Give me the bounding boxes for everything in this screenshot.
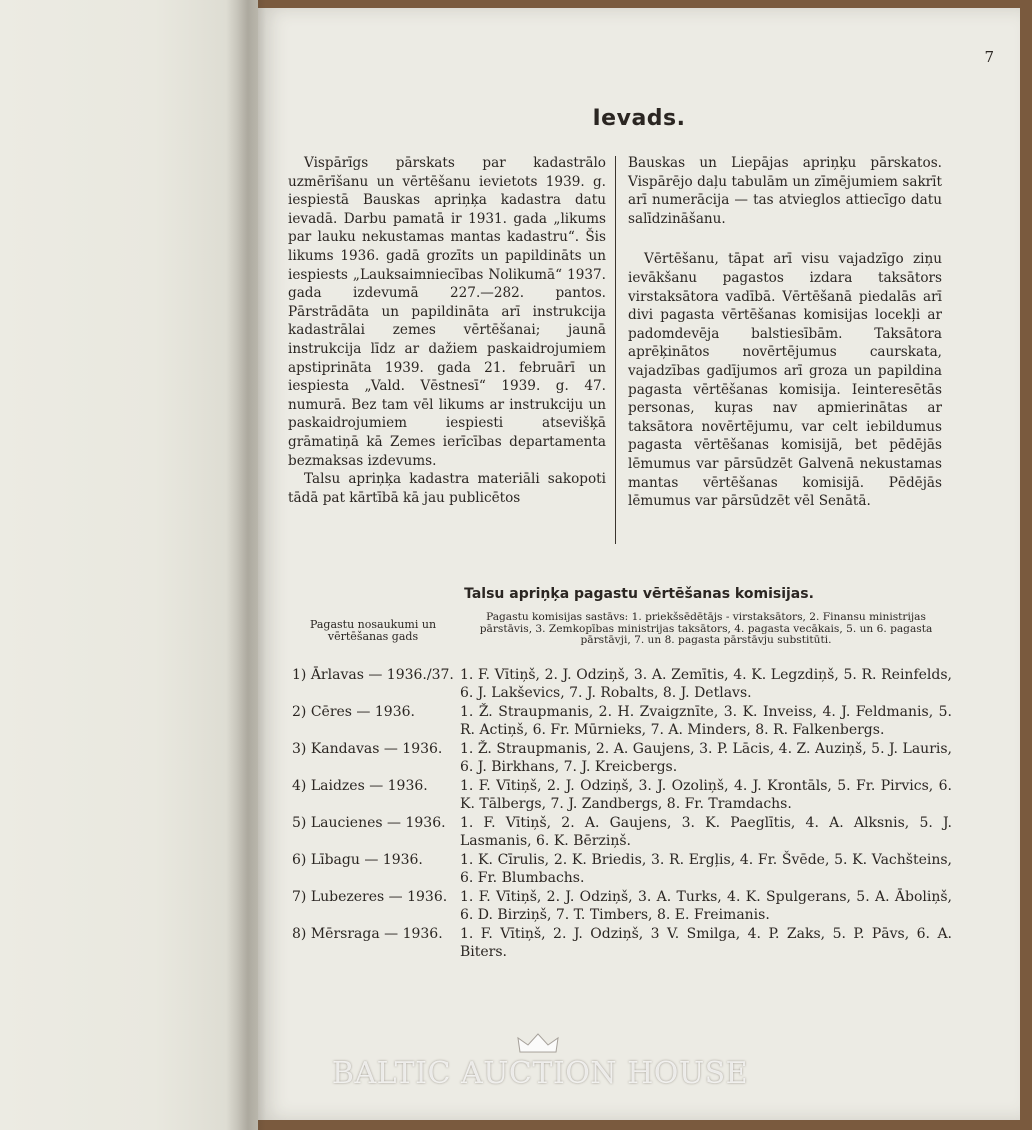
parish-name: 6) Lībagu — 1936. bbox=[292, 852, 423, 868]
commission-members: 1. F. Vītiņš, 2. J. Odziņš, 3. A. Turks, 4. K. Spulgerans, 5. A. Āboliņš, 6. D. Birziņš, 7. T. Timbers, 8. E. Freimanis. bbox=[460, 889, 952, 923]
intro-right-paragraph: Bauskas un Liepājas apriņķu pārskatos. Vispārējo daļu tabulām un zīmējumiem sakrīt arī numerācija — tas atvieglos attiecīgo datu salīdzināšanu. bbox=[628, 155, 942, 227]
table-header-right: Pagastu komisijas sastāvs: 1. priekšsēdētājs - virstaksātors, 2. Finansu ministrijas pārstāvis, 3. Zemkopības ministrijas taksātors, 4. pagasta vecākais, 5. un 6. pagasta pārstāvji, 7. un 8. pagasta pārstāvju substitūti. bbox=[479, 611, 933, 647]
left-page bbox=[0, 0, 258, 1130]
intro-right-paragraph: Vērtēšanu, tāpat arī visu vajadzīgo ziņu ievākšanu pagastos izdara taksātors virstaksātora vadībā. Vērtēšanā piedalās arī divi pagasta vērtēšanas komisijas locekļi ar padomdevēja balstiesībām. Taksātora aprēķinātos novērtējumus caurskata, vajadzības gadījumos arī groza un papildina pagasta vērtēšanas komisija. Ieinteresētās personas, kuŗas nav apmierinātas ar taksātora novērtējumu, var celt iebildumus pagasta vērtēšanas komisijā, bet pēdējās lēmumus var pārsūdzēt Galvenā nekustamas mantas vērtēšanas komisijā. Pēdējās lēmumus var pārsūdzēt vēl Senātā. bbox=[628, 251, 942, 510]
list-item bbox=[292, 703, 952, 739]
page-title: Ievads. bbox=[592, 106, 686, 131]
watermark: BALTIC AUCTION HOUSE bbox=[331, 1056, 749, 1091]
commission-members: 1. Ž. Straupmanis, 2. A. Gaujens, 3. P. Lācis, 4. Z. Auziņš, 5. J. Lauris, 6. J. Birkhans, 7. J. Kreicbergs. bbox=[460, 741, 952, 775]
commission-list bbox=[292, 666, 952, 962]
commission-members: 1. F. Vītiņš, 2. A. Gaujens, 3. K. Paeglītis, 4. A. Alksnis, 5. J. Lasmanis, 6. K. Bērziņš. bbox=[460, 815, 952, 849]
intro-left-paragraph: Vispārīgs pārskats par kadastrālo uzmērīšanu un vērtēšanu ievietots 1939. g. iespiestā Bauskas apriņķa kadastra datu ievadā. Darbu pamatā ir 1931. gada „likums par lauku nekustamas mantas kadastru“. Šis likums 1936. gadā grozīts un papildināts un iespiests „Lauksaimniecības Nolikumā“ 1937. gada izdevumā 227.—282. pantos. Pārstrādāta un papildināta arī instrukcija kadastrālai zemes vērtēšanai; jaunā instrukcija līdz ar dažiem paskaidrojumiem apstiprināta 1939. gada 21. februārī un iespiesta „Vald. Vēstnesī“ 1939. g. 47. numurā. Bez tam vēl likums ar instrukciju un paskaidrojumiem iespiesti atsevišķā grāmatiņā kā Zemes ierīcības departamenta bezmaksas izdevums. bbox=[288, 155, 606, 469]
parish-name: 3) Kandavas — 1936. bbox=[292, 741, 443, 757]
parish-name: 1) Ārlavas — 1936./37. bbox=[292, 667, 454, 683]
commission-members: 1. Ž. Straupmanis, 2. H. Zvaigznīte, 3. K. Inveiss, 4. J. Feldmanis, 5. R. Actiņš, 6. Fr. Mūrnieks, 7. A. Minders, 8. R. Falkenbergs. bbox=[460, 704, 952, 738]
column-divider bbox=[615, 156, 616, 544]
list-item bbox=[292, 851, 952, 887]
parish-name: 5) Laucienes — 1936. bbox=[292, 815, 446, 831]
parish-name: 4) Laidzes — 1936. bbox=[292, 778, 428, 794]
list-item bbox=[292, 814, 952, 850]
table-header-left: Pagastu nosaukumi un vērtēšanas gads bbox=[309, 618, 437, 643]
parish-name: 2) Cēres — 1936. bbox=[292, 704, 415, 720]
commission-members: 1. F. Vītiņš, 2. J. Odziņš, 3. J. Ozoliņš, 4. J. Krontāls, 5. Fr. Pirvics, 6. K. Tālbergs, 7. J. Zandbergs, 8. Fr. Tramdachs. bbox=[460, 778, 952, 812]
intro-right-column bbox=[628, 154, 942, 511]
commission-members: 1. F. Vītiņš, 2. J. Odziņš, 3. A. Zemītis, 4. K. Legzdiņš, 5. R. Reinfelds, 6. J. Lakševics, 7. J. Robalts, 8. J. Detlavs. bbox=[460, 667, 952, 701]
parish-name: 7) Lubezeres — 1936. bbox=[292, 889, 448, 905]
list-item bbox=[292, 888, 952, 924]
commission-members: 1. K. Cīrulis, 2. K. Briedis, 3. R. Ergļis, 4. Fr. Švēde, 5. K. Vachšteins, 6. Fr. Blumbachs. bbox=[460, 852, 952, 886]
list-item bbox=[292, 666, 952, 702]
crown-icon bbox=[516, 1032, 560, 1056]
page-number: 7 bbox=[984, 48, 994, 66]
parish-name: 8) Mērsraga — 1936. bbox=[292, 926, 443, 942]
right-page bbox=[258, 8, 1020, 1120]
commission-members: 1. F. Vītiņš, 2. J. Odziņš, 3 V. Smilga, 4. P. Zaks, 5. P. Pāvs, 6. A. Biters. bbox=[460, 926, 952, 960]
intro-left-column bbox=[288, 154, 606, 507]
section-title: Talsu apriņķa pagastu vērtēšanas komisijas. bbox=[464, 586, 814, 602]
list-item bbox=[292, 740, 952, 776]
spine-shadow bbox=[226, 0, 266, 1130]
intro-left-paragraph: Talsu apriņķa kadastra materiāli sakopoti tādā pat kārtībā kā jau publicētos bbox=[288, 471, 606, 506]
list-item bbox=[292, 925, 952, 961]
list-item bbox=[292, 777, 952, 813]
